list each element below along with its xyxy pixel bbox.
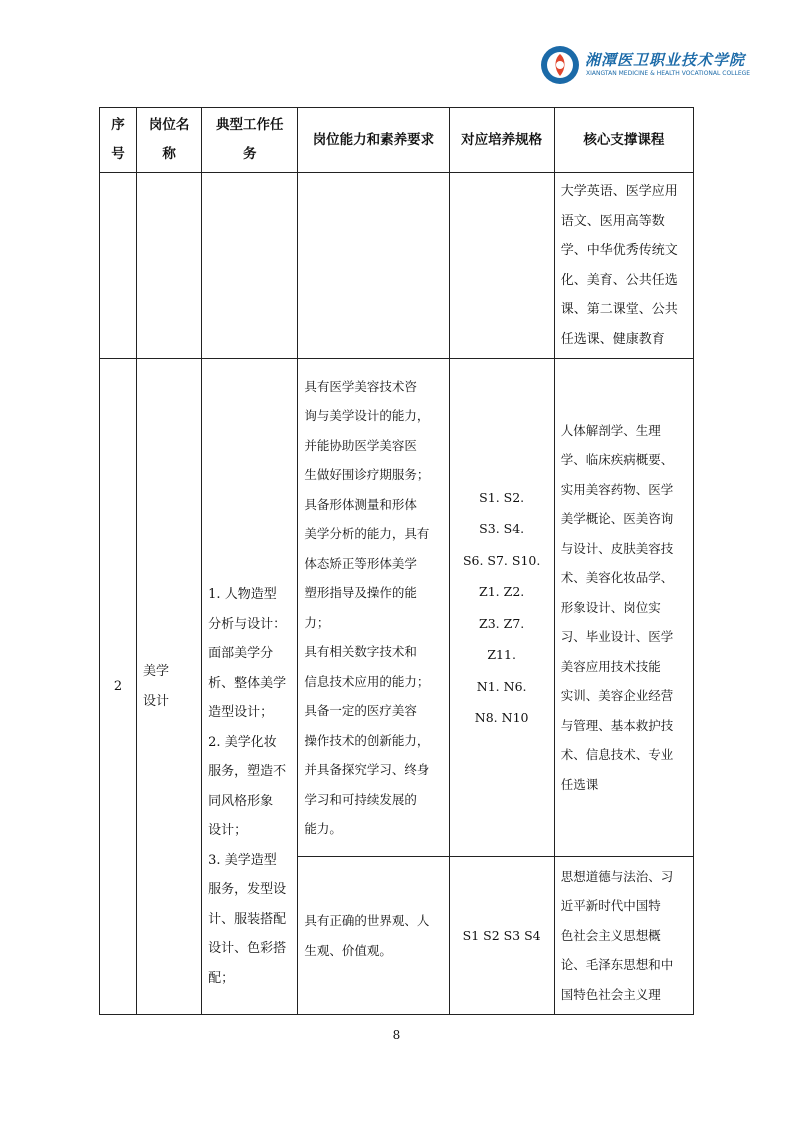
page-number: 8 <box>392 1028 401 1042</box>
header-position: 岗位名 称 <box>137 108 202 173</box>
cell-row-number: 2 <box>100 359 137 1015</box>
cell-abilities: 具有医学美容技术咨 询与美学设计的能力， 并能协助医学美容医 生做好围诊疗期服务； 具备形体测量和形体 美学分析的能力，具有 体态矫正等形体美学 塑形指导及操作的能 力； 具有相关数字技术和 信息技术应用的能力； 具备一定的医疗美容 操作技术的创新能力， 并具备探究学习、终身 学习和可持续发展的 能力。 <box>298 359 449 857</box>
header-specs: 对应培养规格 <box>449 108 554 173</box>
school-name-cn: 湘潭医卫职业技术学院 <box>585 51 746 69</box>
school-emblem-icon <box>540 45 580 85</box>
cell-courses-2: 思想道德与法治、习 近平新时代中国特 色社会主义思想概 论、毛泽东思想和中 国特色社会主义理 <box>554 857 693 1015</box>
cell-specs: S1. S2. S3. S4. S6. S7. S10. Z1. Z2. Z3. Z7. Z11. N1. N6. N8. N10 <box>449 359 554 857</box>
table-header-row <box>100 108 694 173</box>
header-tasks: 典型工作任 务 <box>202 108 298 173</box>
cell-specs-2: S1 S2 S3 S4 <box>449 857 554 1015</box>
school-logo <box>540 45 751 87</box>
curriculum-table <box>99 107 694 1015</box>
header-no: 序 号 <box>100 108 137 173</box>
cell-empty <box>202 173 298 359</box>
table-row <box>100 359 694 857</box>
cell-empty <box>137 173 202 359</box>
table-row <box>100 173 694 359</box>
header-courses: 核心支撑课程 <box>554 108 693 173</box>
cell-empty <box>100 173 137 359</box>
cell-tasks: 1. 人物造型 分析与设计： 面部美学分 析、整体美学 造型设计； 2. 美学化妆 服务，塑造不 同风格形象 设计； 3. 美学造型 服务，发型设 计、服装搭配 设计、色彩搭 配； <box>202 359 298 1015</box>
header-abilities: 岗位能力和素养要求 <box>298 108 449 173</box>
cell-empty <box>449 173 554 359</box>
cell-courses: 人体解剖学、生理 学、临床疾病概要、 实用美容药物、医学 美学概论、医美咨询 与设计、皮肤美容技 术、美容化妆品学、 形象设计、岗位实 习、毕业设计、医学 美容应用技术技能 实训、美容企业经营 与管理、基本救护技 术、信息技术、专业 任选课 <box>554 359 693 857</box>
cell-courses-continued: 大学英语、医学应用 语文、医用高等数 学、中华优秀传统文 化、美育、公共任选 课、第二课堂、公共 任选课、健康教育 <box>554 173 693 359</box>
school-name-en: XIANGTAN MEDICINE & HEALTH VOCATIONAL COLLEGE <box>586 70 751 77</box>
cell-empty <box>298 173 449 359</box>
cell-position: 美学 设计 <box>137 359 202 1015</box>
cell-abilities-2: 具有正确的世界观、人 生观、价值观。 <box>298 857 449 1015</box>
